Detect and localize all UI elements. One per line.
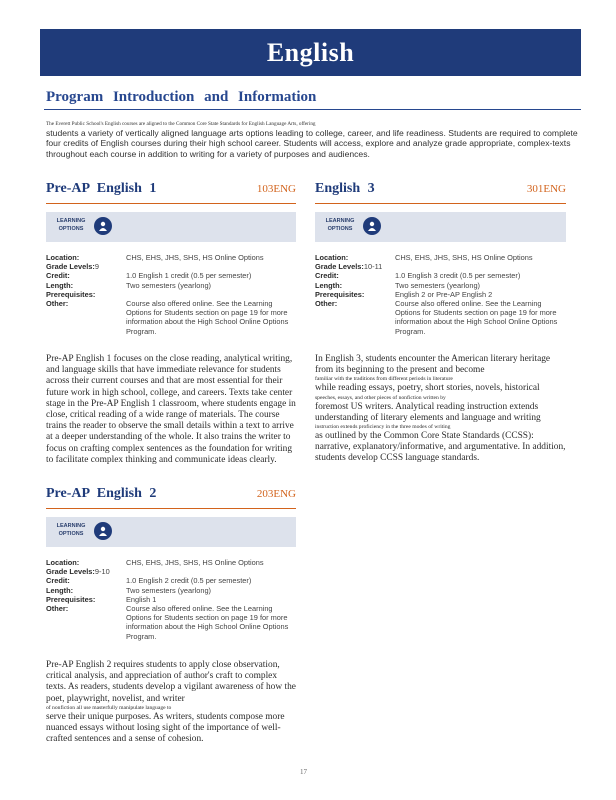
learning-options-box	[46, 212, 296, 242]
intro-lead-in: The Everett Public School's English courses are aligned to the Common Core State Standards for English Language Arts, offering	[46, 121, 316, 127]
description-part-small: familiar with the traditions from different periods in literature	[315, 376, 453, 383]
course-rule	[46, 203, 296, 204]
learning-options-box	[315, 212, 566, 242]
learning-options-label: LEARNING OPTIONS	[56, 218, 86, 232]
credit-value: 1.0 English 1 credit (0.5 per semester)	[126, 271, 252, 281]
grade-levels-label: Grade Levels:	[46, 262, 95, 272]
location-label: Location:	[315, 253, 349, 262]
description-part: as outlined by the Common Core State Standards (CCSS): narrative, explanatory/informative, and argumentative. In addition, students develop CCSS language standards.	[315, 431, 566, 464]
credit-value: 1.0 English 3 credit (0.5 per semester)	[395, 271, 521, 281]
learning-options-box	[46, 517, 296, 547]
grade-levels-label: Grade Levels:	[46, 567, 95, 577]
course-description-pre-ap-english-2	[46, 660, 298, 745]
length-label: Length:	[46, 280, 74, 290]
page-title: English	[266, 37, 355, 67]
length-label: Length:	[46, 585, 74, 595]
location-label: Location:	[46, 558, 80, 567]
other-value: Course also offered online. See the Learning Options for Students section on page 19 for more information about the High School Online Options Program.	[126, 604, 289, 641]
credit-label: Credit:	[315, 271, 339, 281]
course-code: 203ENG	[256, 488, 296, 500]
credit-value: 1.0 English 2 credit (0.5 per semester)	[126, 576, 252, 586]
description-part: In English 3, students encounter the American literary heritage from its beginning to the present and become	[315, 354, 551, 376]
other-value: Course also offered online. See the Learning Options for Students section on page 19 for more information about the High School Online Options Program.	[395, 299, 558, 336]
course-rule	[315, 203, 566, 204]
credit-label: Credit:	[46, 576, 70, 586]
credit-label: Credit:	[46, 271, 70, 281]
prerequisites-value	[126, 290, 296, 299]
prerequisites-label: Prerequisites:	[315, 289, 365, 299]
course-description-english-3	[315, 354, 567, 465]
course-description-pre-ap-english-1: Pre-AP English 1 focuses on the close reading, analytical writing, and language skills that have immediate relevance for students across their current courses and that are most essential for their future work in high school, college, and careers. Texts take center stage in the Pre-AP English 1 classroom, where students engage in close, critical reading of a wide range of materials. The course trains the reader to observe the small details within a text to arrive at a deeper understanding of the whole. It also trains the writer to focus on crafting complex sentences as the foundation for writing to facilitate complex thinking and communicate ideas clearly.	[46, 354, 296, 465]
other-label: Other:	[46, 299, 69, 309]
length-value: Two semesters (yearlong)	[395, 280, 481, 290]
course-code: 103ENG	[256, 183, 296, 195]
description-part-small: speeches, essays, and other pieces of nonfiction written by	[315, 394, 446, 401]
course-code: 301ENG	[526, 183, 566, 195]
description-part: while reading essays, poetry, short stories, novels, historical	[315, 383, 540, 394]
grade-levels-value: 9	[94, 262, 100, 272]
course-header-pre-ap-english-2	[46, 486, 296, 502]
section-rule	[44, 109, 581, 110]
intro-paragraph: students a variety of vertically aligned language arts options leading to college, career, and life readiness. Students are required to complete four credits of English courses during their high school career. Students will access, explore and analyze grade appropriate, complex-texts throughout each course in addition to writing for a variety of purposes and audiences.	[46, 128, 578, 159]
course-info-pre-ap-english-1	[46, 253, 296, 336]
length-label: Length:	[315, 280, 343, 290]
learning-options-label: LEARNING OPTIONS	[56, 523, 86, 537]
description-part-small: of nonfiction all use masterfully manipulate language to	[46, 704, 172, 711]
description-part: Pre-AP English 2 requires students to apply close observation, critical analysis, and appreciation of author's craft to complex texts. As readers, students develop a vigilant awareness of how the poet, playwright, novelist, and writer	[46, 660, 296, 704]
length-value: Two semesters (yearlong)	[126, 585, 212, 595]
other-label: Other:	[315, 299, 338, 309]
course-name: Pre-AP English 1	[46, 181, 157, 196]
prerequisites-value: English 2 or Pre-AP English 2	[395, 289, 493, 299]
prerequisites-label: Prerequisites:	[46, 594, 96, 604]
page-banner	[40, 29, 581, 76]
location-value: CHS, EHS, JHS, SHS, HS Online Options	[126, 558, 264, 567]
course-name: English 3	[315, 181, 375, 196]
grade-levels-label: Grade Levels:	[315, 262, 364, 272]
course-rule	[46, 508, 296, 509]
page-number: 17	[300, 768, 307, 776]
location-value: CHS, EHS, JHS, SHS, HS Online Options	[126, 253, 264, 262]
description-part-small: instruction extends proficiency in the three modes of writing	[315, 424, 451, 431]
course-info-pre-ap-english-2	[46, 558, 296, 641]
length-value: Two semesters (yearlong)	[126, 280, 212, 290]
description-part: foremost US writers. Analytical reading instruction extends understanding of literary elements and language and writing	[315, 401, 541, 423]
course-header-english-3	[315, 181, 566, 197]
location-value: CHS, EHS, JHS, SHS, HS Online Options	[395, 253, 533, 262]
prerequisites-label: Prerequisites:	[46, 289, 96, 299]
learning-options-label: LEARNING OPTIONS	[325, 218, 355, 232]
online-learning-icon	[94, 217, 112, 235]
course-header-pre-ap-english-1	[46, 181, 296, 197]
location-label: Location:	[46, 253, 80, 262]
course-info-english-3	[315, 253, 566, 336]
grade-levels-value: 9-10	[94, 567, 110, 577]
other-value: Course also offered online. See the Learning Options for Students section on page 19 for more information about the High School Online Options Program.	[126, 299, 289, 336]
course-name: Pre-AP English 2	[46, 486, 157, 501]
section-title: Program Introduction and Information	[46, 89, 317, 105]
online-learning-icon	[363, 217, 381, 235]
other-label: Other:	[46, 604, 69, 614]
description-part: serve their unique purposes. As writers, students compose more nuanced essays without losing sight of the importance of well-crafted sentences and a sense of cohesion.	[46, 711, 285, 745]
prerequisites-value: English 1	[126, 594, 157, 604]
online-learning-icon	[94, 522, 112, 540]
grade-levels-value: 10-11	[363, 262, 383, 272]
